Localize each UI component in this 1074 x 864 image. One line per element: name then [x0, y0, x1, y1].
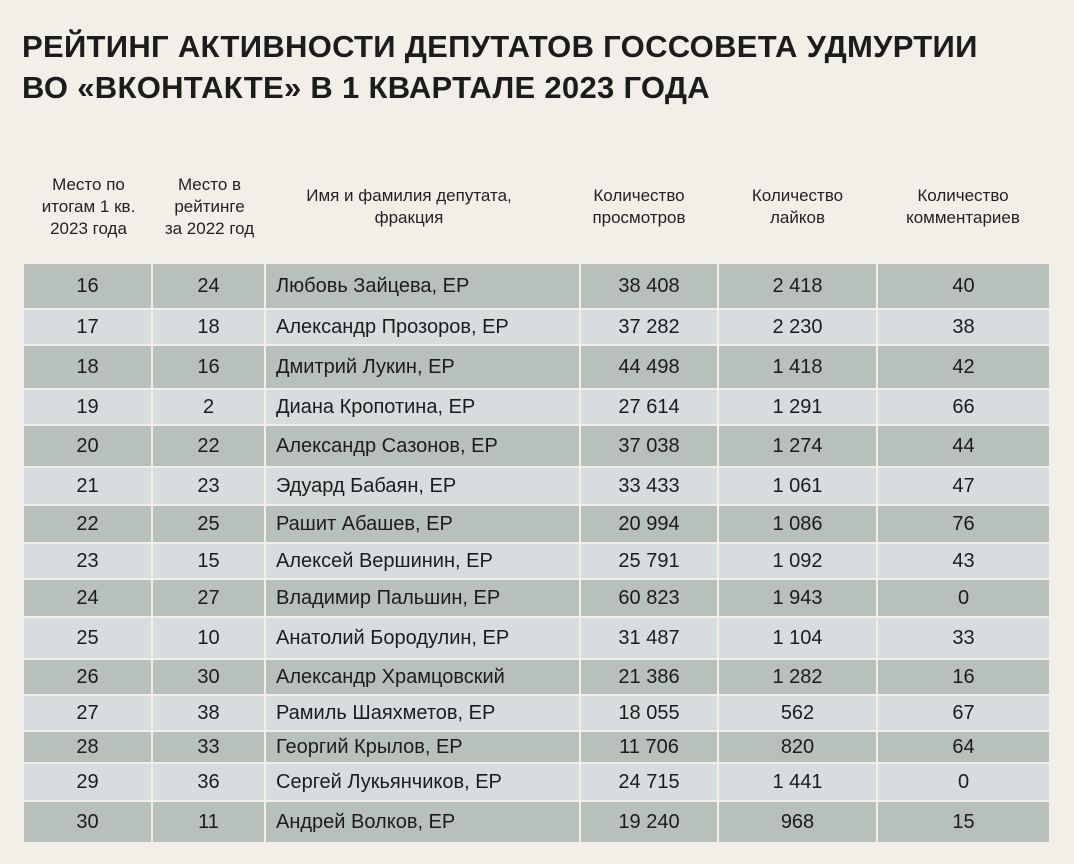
cell-place-q1: 28	[24, 732, 153, 762]
cell-comments: 16	[952, 665, 975, 688]
table-row	[24, 802, 1049, 842]
table-row	[24, 696, 1049, 730]
cell-name: Александр Прозоров, ЕР	[266, 310, 581, 344]
cell-comments: 67	[952, 701, 975, 724]
cell-place-2022: 16	[153, 346, 266, 388]
cell-name: Владимир Пальшин, ЕР	[266, 580, 581, 616]
table-row	[24, 618, 1049, 658]
cell-likes: 2 418	[719, 264, 878, 308]
cell-place-2022: 15	[153, 544, 266, 578]
cell-views: 24 715	[581, 764, 719, 800]
cell-place-2022: 2	[153, 390, 266, 424]
cell-name: Диана Кропотина, ЕР	[266, 390, 581, 424]
cell-likes: 562	[719, 696, 878, 730]
cell-place-2022: 30	[153, 660, 266, 694]
cell-place-2022: 23	[153, 468, 266, 504]
cell-name: Александр Сазонов, ЕР	[266, 426, 581, 466]
cell-views: 21 386	[581, 660, 719, 694]
cell-comments: 0	[957, 770, 970, 793]
cell-views: 18 055	[581, 696, 719, 730]
cell-name: Сергей Лукьянчиков, ЕР	[266, 764, 581, 800]
cell-likes: 1 943	[719, 580, 878, 616]
header-comments: Количество комментариев	[906, 186, 1020, 227]
cell-place-q1: 19	[24, 390, 153, 424]
cell-name: Александр Храмцовский	[266, 660, 581, 694]
cell-likes: 1 418	[719, 346, 878, 388]
cell-name: Дмитрий Лукин, ЕР	[266, 346, 581, 388]
cell-place-q1: 27	[24, 696, 153, 730]
cell-name: Алексей Вершинин, ЕР	[266, 544, 581, 578]
cell-place-q1: 22	[24, 506, 153, 542]
cell-place-q1: 18	[24, 346, 153, 388]
table-row	[24, 506, 1049, 542]
header-name: Имя и фамилия депутата, фракция	[306, 186, 512, 227]
table-row	[24, 264, 1049, 308]
table-row	[24, 310, 1049, 344]
header-likes: Количество лайков	[751, 186, 844, 227]
cell-place-2022: 38	[153, 696, 266, 730]
cell-comments: 44	[952, 434, 975, 457]
header-place-2022: Место в рейтинге за 2022 год	[164, 175, 255, 238]
cell-place-q1: 20	[24, 426, 153, 466]
cell-views: 33 433	[581, 468, 719, 504]
cell-comments: 43	[952, 549, 975, 572]
cell-views: 27 614	[581, 390, 719, 424]
cell-place-q1: 17	[24, 310, 153, 344]
title-line-1: РЕЙТИНГ АКТИВНОСТИ ДЕПУТАТОВ ГОССОВЕТА УДМУРТИИ	[22, 29, 978, 64]
table-row	[24, 390, 1049, 424]
cell-likes: 968	[719, 802, 878, 842]
cell-likes: 1 291	[719, 390, 878, 424]
cell-comments: 38	[952, 315, 975, 338]
cell-place-q1: 23	[24, 544, 153, 578]
table-row	[24, 468, 1049, 504]
cell-likes: 1 274	[719, 426, 878, 466]
cell-comments: 64	[952, 735, 975, 758]
table-row	[24, 346, 1049, 388]
cell-likes: 1 086	[719, 506, 878, 542]
cell-likes: 1 282	[719, 660, 878, 694]
cell-likes: 1 104	[719, 618, 878, 658]
cell-views: 19 240	[581, 802, 719, 842]
page-title	[22, 26, 1052, 108]
cell-views: 20 994	[581, 506, 719, 542]
cell-comments: 76	[952, 512, 975, 535]
cell-name: Любовь Зайцева, ЕР	[266, 264, 581, 308]
rating-table	[24, 264, 1049, 844]
cell-place-2022: 27	[153, 580, 266, 616]
table-row	[24, 580, 1049, 616]
header-place-q1: Место по итогам 1 кв. 2023 года	[41, 175, 136, 238]
cell-views: 60 823	[581, 580, 719, 616]
cell-place-2022: 24	[153, 264, 266, 308]
table-row	[24, 426, 1049, 466]
cell-name: Георгий Крылов, ЕР	[266, 732, 581, 762]
cell-comments: 15	[952, 810, 975, 833]
cell-place-q1: 29	[24, 764, 153, 800]
cell-views: 37 038	[581, 426, 719, 466]
cell-views: 44 498	[581, 346, 719, 388]
table-row	[24, 764, 1049, 800]
cell-place-q1: 30	[24, 802, 153, 842]
cell-place-q1: 21	[24, 468, 153, 504]
cell-comments: 47	[952, 474, 975, 497]
cell-comments: 40	[952, 274, 975, 297]
cell-name: Андрей Волков, ЕР	[266, 802, 581, 842]
cell-name: Анатолий Бородулин, ЕР	[266, 618, 581, 658]
cell-place-q1: 16	[24, 264, 153, 308]
cell-views: 11 706	[581, 732, 719, 762]
cell-place-q1: 26	[24, 660, 153, 694]
title-line-2: ВО «ВКОНТАКТЕ» В 1 КВАРТАЛЕ 2023 ГОДА	[22, 70, 710, 105]
cell-name: Рашит Абашев, ЕР	[266, 506, 581, 542]
cell-place-2022: 18	[153, 310, 266, 344]
table-row	[24, 660, 1049, 694]
cell-comments: 66	[952, 395, 975, 418]
table-row	[24, 544, 1049, 578]
cell-place-q1: 24	[24, 580, 153, 616]
cell-place-q1: 25	[24, 618, 153, 658]
cell-likes: 1 092	[719, 544, 878, 578]
cell-place-2022: 25	[153, 506, 266, 542]
cell-place-2022: 10	[153, 618, 266, 658]
cell-name: Рамиль Шаяхметов, ЕР	[266, 696, 581, 730]
cell-place-2022: 22	[153, 426, 266, 466]
cell-comments: 33	[952, 626, 975, 649]
header-views: Количество просмотров	[592, 186, 686, 227]
cell-views: 37 282	[581, 310, 719, 344]
cell-comments: 0	[957, 586, 970, 609]
cell-place-2022: 11	[153, 802, 266, 842]
cell-name: Эдуард Бабаян, ЕР	[266, 468, 581, 504]
cell-comments: 42	[952, 355, 975, 378]
cell-likes: 1 061	[719, 468, 878, 504]
cell-place-2022: 33	[153, 732, 266, 762]
cell-likes: 820	[719, 732, 878, 762]
cell-likes: 2 230	[719, 310, 878, 344]
cell-views: 38 408	[581, 264, 719, 308]
table-row	[24, 732, 1049, 762]
cell-likes: 1 441	[719, 764, 878, 800]
cell-place-2022: 36	[153, 764, 266, 800]
cell-views: 25 791	[581, 544, 719, 578]
cell-views: 31 487	[581, 618, 719, 658]
